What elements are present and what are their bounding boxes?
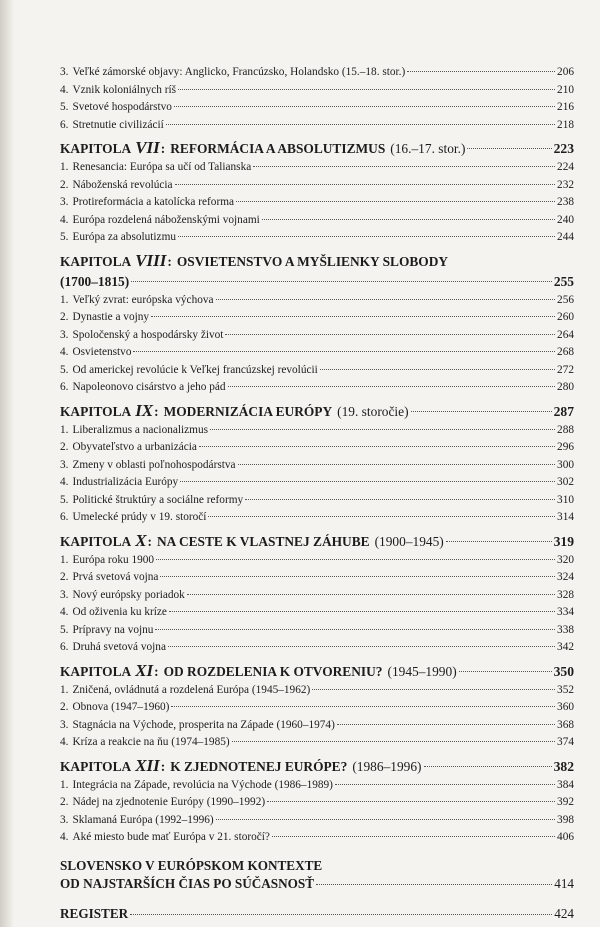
toc-entry[interactable] (60, 194, 574, 212)
dot-leader (245, 499, 555, 500)
entry-title: Stagnácia na Východe, prosperita na Západe (1960–1974) (72, 718, 335, 731)
toc-entry[interactable] (60, 777, 574, 795)
chapter-label: KAPITOLA (60, 758, 132, 774)
entry-title: Aké miesto bude mať Európa v 21. storočí? (72, 831, 270, 843)
chapter-period: (19. storočie) (337, 403, 409, 419)
chapter-colon: : (160, 758, 166, 774)
dot-leader (225, 334, 555, 335)
entry-number: 4. (60, 476, 69, 488)
section-title-line-1: SLOVENSKO V EURÓPSKOM KONTEXTE (60, 857, 323, 873)
entry-page: 206 (557, 66, 574, 78)
chapter-roman-numeral: XII (135, 755, 160, 775)
entry-title: Európa za absolutizmu (72, 231, 177, 243)
dot-leader (337, 724, 555, 725)
entry-number: 3. (60, 458, 69, 471)
dot-leader (151, 316, 555, 317)
chapter-heading-x[interactable] (60, 531, 574, 552)
entry-title: Obyvateľstvo a urbanizácia (72, 441, 197, 453)
entry-title: Náboženská revolúcia (72, 178, 173, 191)
entry-number: 2. (60, 311, 69, 323)
toc-entry[interactable] (60, 327, 574, 345)
dot-leader (272, 836, 555, 837)
entry-title: Industrializácia Európy (72, 476, 179, 488)
toc-entry[interactable] (60, 717, 574, 735)
chapter-title: MODERNIZÁCIA EURÓPY (163, 403, 333, 419)
toc-entry[interactable] (60, 177, 574, 195)
dot-leader (267, 801, 555, 802)
entry-title: Sklamaná Európa (1992–1996) (72, 813, 214, 826)
entry-title: Nádej na zjednotenie Európy (1990–1992) (72, 796, 266, 808)
chapter-page: 350 (553, 663, 574, 679)
entry-number: 4. (60, 346, 69, 358)
dot-leader (236, 201, 555, 202)
toc-entry[interactable] (60, 492, 574, 510)
entry-page: 324 (557, 571, 574, 583)
entry-page: 314 (557, 511, 574, 523)
toc-entry[interactable] (60, 292, 574, 310)
entry-title: Integrácia na Západe, revolúcia na Východe (1986–1989) (72, 778, 333, 791)
dot-leader (166, 124, 555, 125)
toc-entry[interactable] (60, 812, 574, 830)
toc-entry[interactable] (60, 734, 574, 752)
toc-entry[interactable] (60, 82, 574, 100)
chapter-period: (1700–1815) (60, 273, 130, 289)
entry-number: 2. (60, 441, 69, 453)
toc-entry[interactable] (60, 362, 574, 380)
dot-leader (130, 914, 552, 915)
dot-leader (262, 219, 555, 220)
chapter-roman-numeral: VIII (135, 250, 167, 270)
entry-number: 5. (60, 623, 69, 636)
entry-page: 238 (557, 196, 574, 208)
chapter-roman-numeral: VII (135, 138, 160, 157)
dot-leader (208, 516, 555, 517)
entry-page: 342 (557, 641, 574, 653)
entry-number: 5. (60, 101, 69, 113)
chapter-period: (1986–1996) (352, 758, 422, 774)
chapter-label: KAPITOLA (60, 253, 132, 269)
register-heading[interactable] (60, 905, 574, 923)
entry-page: 260 (557, 311, 574, 323)
entry-title: Umelecké prúdy v 19. storočí (72, 511, 207, 523)
entry-number: 4. (60, 831, 69, 843)
toc-entry[interactable] (60, 639, 574, 657)
entry-number: 5. (60, 363, 69, 376)
dot-leader (316, 884, 552, 885)
chapter-label: KAPITOLA (60, 663, 132, 679)
entry-page: 360 (557, 701, 574, 713)
dot-leader (174, 106, 555, 107)
toc-entry[interactable] (60, 159, 574, 177)
entry-number: 3. (60, 66, 69, 78)
entry-title: Protireformácia a katolícka reforma (72, 196, 235, 208)
entry-page: 272 (557, 363, 574, 376)
toc-entry[interactable] (60, 604, 574, 622)
entry-page: 352 (557, 683, 574, 696)
entry-number: 1. (60, 161, 69, 173)
entry-page: 210 (557, 83, 574, 96)
entry-page: 398 (557, 813, 574, 826)
chapter-label: KAPITOLA (60, 533, 132, 549)
entry-page: 328 (557, 588, 574, 601)
entry-title: Európa roku 1900 (72, 553, 155, 566)
entry-title: Obnova (1947–1960) (72, 701, 170, 713)
entry-page: 240 (557, 213, 574, 226)
dot-leader (232, 741, 555, 742)
dot-leader (210, 429, 555, 430)
entry-title: Dynastie a vojny (72, 311, 150, 323)
entry-title: Zmeny v oblasti poľnohospodárstva (72, 458, 236, 471)
entry-number: 1. (60, 553, 69, 566)
dot-leader (180, 481, 555, 482)
chapter-heading-ix[interactable] (60, 401, 574, 422)
toc-entry[interactable] (60, 457, 574, 475)
dot-leader (320, 369, 555, 370)
slovensko-section-heading[interactable] (60, 857, 574, 893)
dot-leader (446, 541, 552, 542)
dot-leader (335, 784, 555, 785)
dot-leader (228, 386, 555, 387)
entry-number: 3. (60, 588, 69, 601)
toc-entry[interactable] (60, 309, 574, 327)
entry-title: Zničená, ovládnutá a rozdelená Európa (1945–1962) (72, 683, 311, 696)
toc-entry[interactable] (60, 622, 574, 640)
toc-entry[interactable] (60, 569, 574, 587)
entry-number: 4. (60, 606, 69, 618)
chapter-roman-numeral: IX (135, 400, 154, 420)
entry-page: 338 (557, 623, 574, 636)
chapter-colon: : (167, 253, 172, 269)
entry-title: Veľké zámorské objavy: Anglicko, Francúzsko, Holandsko (15.–18. stor.) (72, 66, 406, 78)
entry-title: Prípravy na vojnu (72, 623, 154, 636)
dot-leader (459, 671, 552, 672)
entry-page: 406 (557, 831, 574, 843)
chapter-page: 319 (553, 533, 574, 549)
chapter-heading-xii[interactable] (60, 756, 574, 777)
dot-leader (312, 689, 555, 690)
chapter-period: (16.–17. stor.) (390, 141, 466, 156)
entry-title: Svetové hospodárstvo (72, 101, 172, 113)
dot-leader (160, 576, 555, 577)
entry-page: 320 (557, 553, 574, 566)
dot-leader (175, 184, 556, 185)
entry-number: 6. (60, 641, 69, 653)
chapter-page: 223 (553, 141, 574, 156)
entry-title: Renesancia: Európa sa učí od Talianska (72, 161, 252, 173)
entry-title: Prvá svetová vojna (72, 571, 159, 583)
dot-leader (178, 236, 555, 237)
entry-page: 268 (557, 346, 574, 358)
entry-number: 6. (60, 511, 69, 523)
chapter-label: KAPITOLA (60, 141, 132, 156)
entry-number: 6. (60, 118, 69, 131)
entry-page: 374 (557, 736, 574, 748)
entry-number: 4. (60, 736, 69, 748)
entry-title: Veľký zvrat: európska výchova (72, 293, 214, 306)
entry-number: 1. (60, 293, 69, 306)
chapter-page: 382 (553, 758, 574, 774)
table-of-contents (60, 64, 574, 923)
chapter-page: 255 (553, 273, 574, 289)
entry-title: Európa rozdelená náboženskými vojnami (72, 213, 260, 226)
dot-leader (411, 411, 552, 412)
section-page: 414 (554, 875, 574, 891)
toc-entry[interactable] (60, 552, 574, 570)
entry-number: 6. (60, 381, 69, 393)
toc-entry[interactable] (60, 509, 574, 527)
chapter-roman-numeral: X (135, 530, 147, 550)
entry-page: 310 (557, 493, 574, 506)
chapter-page: 287 (553, 403, 574, 419)
entry-number: 2. (60, 571, 69, 583)
dot-leader (216, 299, 556, 300)
chapter-title: REFORMÁCIA A ABSOLUTIZMUS (170, 141, 386, 156)
toc-entry[interactable] (60, 699, 574, 717)
entry-page: 288 (557, 423, 574, 436)
dot-leader (407, 71, 555, 72)
entry-title: Osvietenstvo (72, 346, 132, 358)
dot-leader (253, 166, 555, 167)
dot-leader (187, 594, 555, 595)
entry-title: Vznik koloniálnych ríš (72, 83, 177, 96)
entry-title: Napoleonovo cisárstvo a jeho pád (72, 381, 226, 393)
dot-leader (168, 646, 555, 647)
entry-title: Od americkej revolúcie k Veľkej francúzskej revolúcii (72, 363, 318, 376)
chapter-colon: : (147, 533, 152, 549)
book-spine-shadow (0, 0, 14, 927)
toc-entry[interactable] (60, 829, 574, 847)
entry-page: 218 (557, 118, 574, 131)
entry-number: 1. (60, 423, 69, 436)
chapter-roman-numeral: XI (135, 660, 154, 680)
dot-leader (133, 351, 555, 352)
chapter-label: KAPITOLA (60, 403, 132, 419)
entry-number: 4. (60, 83, 69, 96)
toc-entry[interactable] (60, 439, 574, 457)
entry-number: 1. (60, 683, 69, 696)
chapter-title: K ZJEDNOTENEJ EURÓPE? (170, 758, 348, 774)
chapter-colon: : (154, 403, 159, 419)
toc-entry[interactable] (60, 587, 574, 605)
chapter-period: (1900–1945) (374, 533, 444, 549)
dot-leader (171, 706, 555, 707)
dot-leader (424, 766, 552, 767)
toc-entry[interactable] (60, 794, 574, 812)
entry-title: Nový európsky poriadok (72, 588, 185, 601)
entry-page: 224 (557, 161, 574, 173)
entry-page: 280 (557, 381, 574, 393)
chapter-title: NA CESTE K VLASTNEJ ZÁHUBE (157, 533, 370, 549)
entry-title: Stretnutie civilizácií (72, 118, 164, 131)
entry-title: Druhá svetová vojna (72, 641, 166, 653)
entry-number: 2. (60, 701, 69, 713)
register-title: REGISTER (60, 905, 129, 921)
entry-number: 5. (60, 231, 69, 243)
dot-leader (131, 281, 552, 282)
entry-number: 3. (60, 718, 69, 731)
entry-title: Politické štruktúry a sociálne reformy (72, 493, 244, 506)
toc-entry[interactable] (60, 344, 574, 362)
chapter-title: OD ROZDELENIA K OTVORENIU? (163, 663, 383, 679)
toc-entry[interactable] (60, 117, 574, 135)
dot-leader (169, 611, 555, 612)
toc-entry[interactable] (60, 379, 574, 397)
entry-page: 300 (557, 458, 574, 471)
entry-page: 244 (557, 231, 574, 243)
entry-page: 334 (557, 606, 574, 618)
register-page: 424 (554, 905, 574, 921)
toc-entry[interactable] (60, 422, 574, 440)
entry-page: 392 (557, 796, 574, 808)
chapter-colon: : (160, 141, 166, 156)
entry-number: 2. (60, 178, 69, 191)
entry-page: 232 (557, 178, 574, 191)
entry-number: 5. (60, 493, 69, 506)
dot-leader (199, 446, 555, 447)
chapter-heading-vii[interactable] (60, 138, 574, 159)
dot-leader (178, 89, 555, 90)
entry-page: 216 (557, 101, 574, 113)
entry-page: 368 (557, 718, 574, 731)
chapter-colon: : (154, 663, 159, 679)
chapter-heading-xi[interactable] (60, 661, 574, 682)
toc-entry[interactable] (60, 229, 574, 247)
dot-leader (216, 819, 555, 820)
entry-number: 4. (60, 213, 69, 226)
dot-leader (155, 629, 555, 630)
entry-page: 296 (557, 441, 574, 453)
entry-number: 1. (60, 778, 69, 791)
chapter-title: OSVIETENSTVO A MYŠLIENKY SLOBODY (176, 253, 449, 269)
entry-page: 302 (557, 476, 574, 488)
entry-page: 256 (557, 293, 574, 306)
toc-entry[interactable] (60, 682, 574, 700)
entry-page: 384 (557, 778, 574, 791)
entry-number: 3. (60, 813, 69, 826)
dot-leader (467, 148, 551, 149)
toc-entry[interactable] (60, 64, 574, 82)
chapter-period: (1945–1990) (387, 663, 457, 679)
entry-title: Od oživenia ku kríze (72, 606, 167, 618)
entry-title: Kríza a reakcie na ňu (1974–1985) (72, 736, 230, 748)
entry-title: Spoločenský a hospodársky život (72, 328, 224, 341)
dot-leader (238, 464, 556, 465)
entry-number: 2. (60, 796, 69, 808)
toc-entry[interactable] (60, 99, 574, 117)
toc-entry[interactable] (60, 212, 574, 230)
entry-number: 3. (60, 196, 69, 208)
intro-entries (60, 64, 574, 134)
entry-page: 264 (557, 328, 574, 341)
dot-leader (156, 559, 555, 560)
section-title-line-2: OD NAJSTARŠÍCH ČIAS PO SÚČASNOSŤ (60, 875, 315, 891)
entry-number: 3. (60, 328, 69, 341)
chapter-heading-viii[interactable] (60, 251, 574, 292)
entry-title: Liberalizmus a nacionalizmus (72, 423, 208, 436)
toc-entry[interactable] (60, 474, 574, 492)
